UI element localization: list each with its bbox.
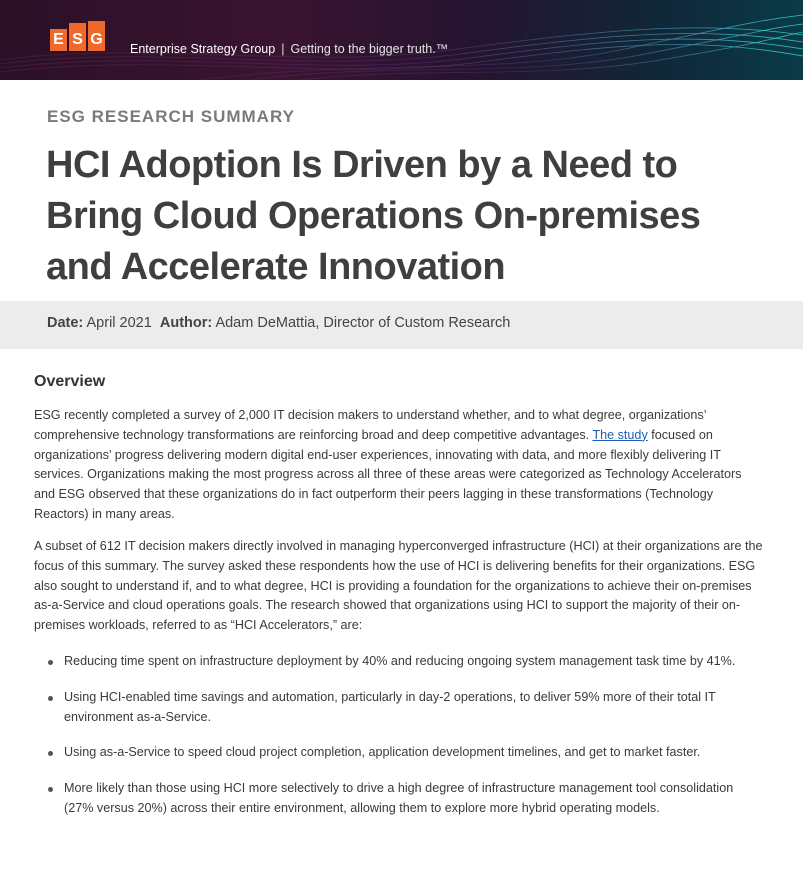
brand-separator: | [281,42,285,56]
p1-text-after-link: focused on organizations’ progress delivering modern digital end-user experiences, innovating with data, and more flexibly delivering IT services. Organizations making the most progress across all three of these areas were categorized as Technology Accelerators and ESG observed that these organizations do in fact outperform their peers lagging in these transformations (Technology Reactors) in many areas. [34,427,742,521]
bullet-icon [48,660,53,665]
overview-paragraph-1 [34,406,764,525]
page-header [0,0,803,80]
bullet-icon [48,751,53,756]
logo-letter-s: S [69,23,86,51]
logo-letter-g: G [88,21,105,51]
overview-paragraph-2: A subset of 612 IT decision makers directly involved in managing hyperconverged infrastructure (HCI) at their organizations are the focus of this summary. The survey asked these respondents how the use of HCI is delivering benefits for their organizations. ESG also sought to understand if, and to what degree, HCI is providing a foundation for the organizations to achieve their on-premises as-a-Service and cloud operations goals. The research showed that organizations using HCI to support the majority of their on-premises workloads, referred to as “HCI Accelerators,” are: [34,539,763,633]
list-item-text: Using HCI-enabled time savings and automation, particularly in day-2 operations, to deliver 59% more of their total IT environment as-a-Service. [64,689,716,724]
esg-logo[interactable] [50,29,105,51]
logo-letter-e: E [50,29,67,51]
list-item-text: Using as-a-Service to speed cloud project completion, application development timelines, and get to market faster. [64,745,701,760]
list-item [34,743,764,763]
list-item-text: Reducing time spent on infrastructure deployment by 40% and reducing ongoing system management task time by 41%. [64,654,736,668]
list-item [34,779,764,819]
study-link[interactable]: The study [592,427,648,442]
meta-line [47,315,510,331]
page-title: HCI Adoption Is Driven by a Need to Bring Cloud Operations On-premises and Accelerate Innovation [46,144,701,288]
document-kicker: ESG RESEARCH SUMMARY [47,107,295,126]
date-label: Date: [47,315,84,331]
author-value: Adam DeMattia, Director of Custom Research [215,315,511,331]
date-value: April 2021 [86,315,152,331]
brand-tagline: Getting to the bigger truth.™ [290,42,449,56]
p1-text-before-link: ESG recently completed a survey of 2,000 IT decision makers to understand whether, and to what degree, organizations’ comprehensive technology transformations are reinforcing broad and deep competitive advantages. [34,408,707,442]
list-item [34,652,764,672]
header-wave-graphic [0,0,803,80]
findings-list [34,652,764,835]
bullet-icon [48,787,53,792]
company-name: Enterprise Strategy Group [130,42,276,56]
list-item-text: More likely than those using HCI more selectively to drive a high degree of infrastructure management tool consolidation (27% versus 20%) across their entire environment, allowing them to explore more hybrid operating models. [64,781,734,815]
bullet-icon [48,696,53,701]
author-label: Author: [159,315,213,331]
meta-bar [0,301,803,349]
brand-line [130,42,448,56]
overview-heading: Overview [34,373,106,390]
list-item [34,688,764,728]
